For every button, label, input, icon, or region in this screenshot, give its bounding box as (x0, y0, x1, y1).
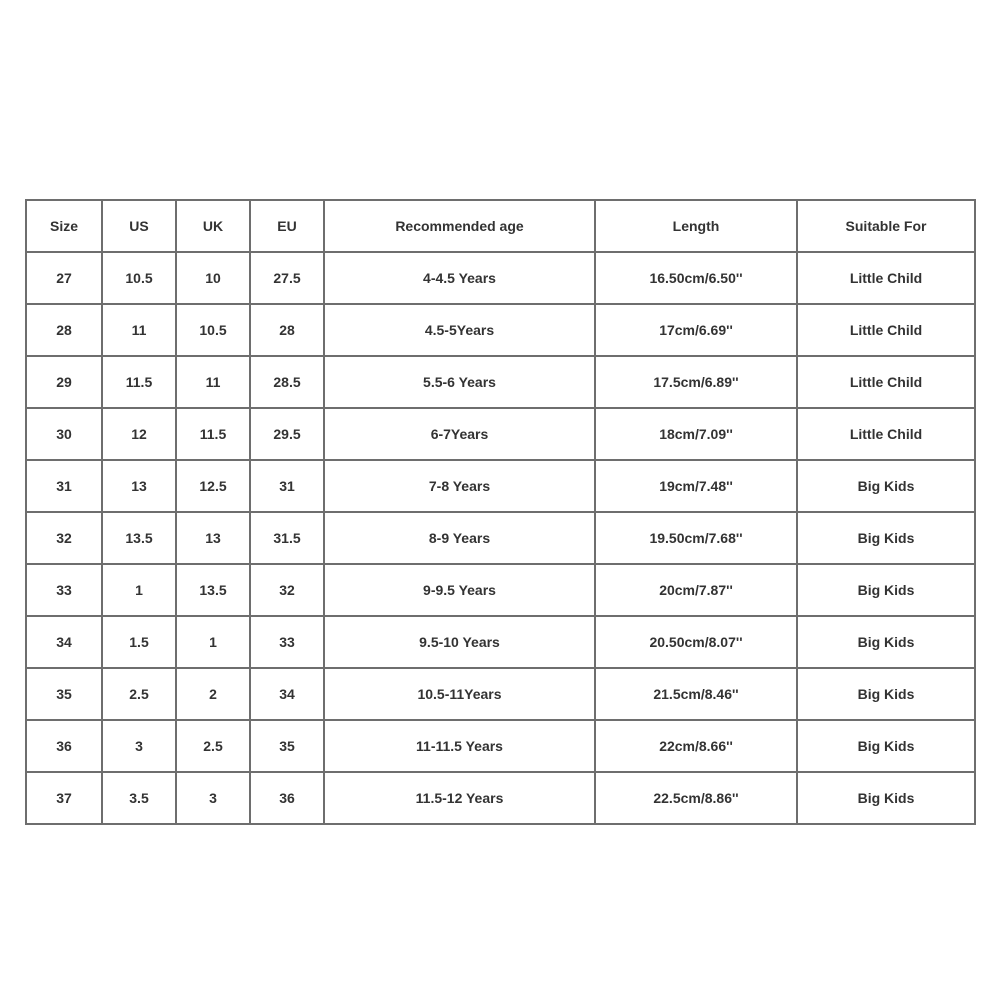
cell-size: 37 (26, 772, 102, 824)
cell-uk: 2.5 (176, 720, 250, 772)
cell-recommended-age: 5.5-6 Years (324, 356, 595, 408)
table-row (26, 252, 975, 304)
header-recommended-age: Recommended age (324, 200, 595, 252)
cell-size: 27 (26, 252, 102, 304)
cell-uk: 13.5 (176, 564, 250, 616)
cell-recommended-age: 8-9 Years (324, 512, 595, 564)
cell-uk: 11 (176, 356, 250, 408)
cell-suitable-for: Big Kids (797, 668, 975, 720)
cell-eu: 27.5 (250, 252, 324, 304)
cell-size: 33 (26, 564, 102, 616)
cell-us: 3.5 (102, 772, 176, 824)
cell-uk: 3 (176, 772, 250, 824)
cell-suitable-for: Little Child (797, 252, 975, 304)
cell-recommended-age: 11.5-12 Years (324, 772, 595, 824)
cell-us: 10.5 (102, 252, 176, 304)
cell-uk: 10 (176, 252, 250, 304)
cell-us: 1.5 (102, 616, 176, 668)
cell-suitable-for: Big Kids (797, 720, 975, 772)
cell-length: 19cm/7.48'' (595, 460, 797, 512)
table-row (26, 408, 975, 460)
cell-size: 34 (26, 616, 102, 668)
cell-length: 20cm/7.87'' (595, 564, 797, 616)
cell-suitable-for: Big Kids (797, 564, 975, 616)
cell-length: 22.5cm/8.86'' (595, 772, 797, 824)
table-row (26, 356, 975, 408)
cell-recommended-age: 10.5-11Years (324, 668, 595, 720)
cell-eu: 31 (250, 460, 324, 512)
cell-us: 12 (102, 408, 176, 460)
cell-eu: 28 (250, 304, 324, 356)
cell-length: 22cm/8.66'' (595, 720, 797, 772)
cell-size: 28 (26, 304, 102, 356)
cell-eu: 35 (250, 720, 324, 772)
cell-size: 31 (26, 460, 102, 512)
cell-uk: 12.5 (176, 460, 250, 512)
cell-recommended-age: 11-11.5 Years (324, 720, 595, 772)
cell-length: 20.50cm/8.07'' (595, 616, 797, 668)
header-uk: UK (176, 200, 250, 252)
cell-recommended-age: 4.5-5Years (324, 304, 595, 356)
cell-eu: 34 (250, 668, 324, 720)
cell-us: 2.5 (102, 668, 176, 720)
cell-us: 1 (102, 564, 176, 616)
cell-length: 21.5cm/8.46'' (595, 668, 797, 720)
cell-length: 17cm/6.69'' (595, 304, 797, 356)
cell-uk: 13 (176, 512, 250, 564)
header-us: US (102, 200, 176, 252)
header-row (26, 200, 975, 252)
cell-us: 11.5 (102, 356, 176, 408)
cell-eu: 33 (250, 616, 324, 668)
cell-suitable-for: Little Child (797, 304, 975, 356)
cell-us: 13.5 (102, 512, 176, 564)
cell-suitable-for: Little Child (797, 408, 975, 460)
cell-uk: 1 (176, 616, 250, 668)
cell-uk: 10.5 (176, 304, 250, 356)
cell-suitable-for: Little Child (797, 356, 975, 408)
cell-eu: 36 (250, 772, 324, 824)
header-suitable-for: Suitable For (797, 200, 975, 252)
size-chart-table (25, 199, 976, 825)
cell-length: 18cm/7.09'' (595, 408, 797, 460)
table-row (26, 616, 975, 668)
cell-eu: 31.5 (250, 512, 324, 564)
header-length: Length (595, 200, 797, 252)
size-chart-body (26, 252, 975, 824)
cell-length: 16.50cm/6.50'' (595, 252, 797, 304)
cell-uk: 2 (176, 668, 250, 720)
cell-recommended-age: 7-8 Years (324, 460, 595, 512)
cell-us: 11 (102, 304, 176, 356)
cell-eu: 28.5 (250, 356, 324, 408)
cell-length: 19.50cm/7.68'' (595, 512, 797, 564)
table-row (26, 512, 975, 564)
cell-uk: 11.5 (176, 408, 250, 460)
cell-length: 17.5cm/6.89'' (595, 356, 797, 408)
cell-eu: 29.5 (250, 408, 324, 460)
cell-size: 29 (26, 356, 102, 408)
cell-recommended-age: 4-4.5 Years (324, 252, 595, 304)
table-row (26, 564, 975, 616)
cell-size: 36 (26, 720, 102, 772)
cell-suitable-for: Big Kids (797, 772, 975, 824)
cell-size: 30 (26, 408, 102, 460)
table-row (26, 772, 975, 824)
cell-eu: 32 (250, 564, 324, 616)
cell-size: 32 (26, 512, 102, 564)
header-size: Size (26, 200, 102, 252)
cell-suitable-for: Big Kids (797, 616, 975, 668)
cell-recommended-age: 9-9.5 Years (324, 564, 595, 616)
cell-us: 13 (102, 460, 176, 512)
table-row (26, 720, 975, 772)
table-row (26, 304, 975, 356)
header-eu: EU (250, 200, 324, 252)
cell-recommended-age: 9.5-10 Years (324, 616, 595, 668)
table-row (26, 668, 975, 720)
cell-us: 3 (102, 720, 176, 772)
cell-suitable-for: Big Kids (797, 460, 975, 512)
cell-recommended-age: 6-7Years (324, 408, 595, 460)
cell-suitable-for: Big Kids (797, 512, 975, 564)
table-row (26, 460, 975, 512)
cell-size: 35 (26, 668, 102, 720)
